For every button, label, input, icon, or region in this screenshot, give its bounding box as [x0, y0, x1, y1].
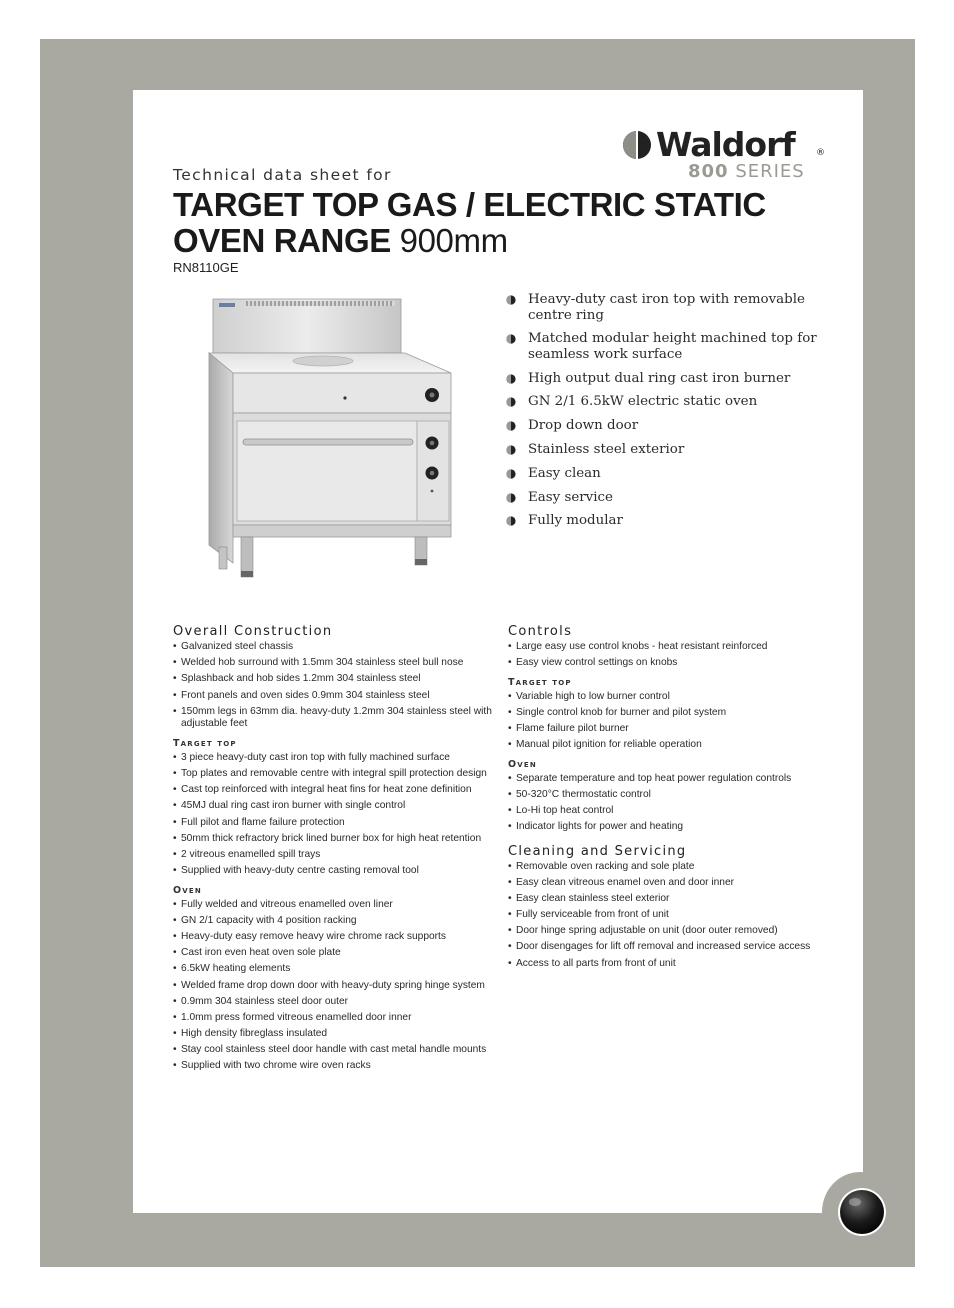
- spec-item: • Galvanized steel chassis: [173, 641, 503, 654]
- spec-item: • Stay cool stainless steel door handle with cast metal handle mounts: [173, 1044, 503, 1057]
- feature-bullet-icon: [506, 295, 516, 305]
- section-heading-overall-construction: Overall Construction: [173, 624, 333, 639]
- spec-item: • Variable high to low burner control: [508, 691, 838, 704]
- spec-item: • 0.9mm 304 stainless steel door outer: [173, 996, 503, 1009]
- waldorf-logo-mark-icon: [622, 130, 652, 160]
- logo-series: [688, 162, 805, 182]
- oven-range-product-image: [205, 295, 455, 585]
- spec-item: • Fully welded and vitreous enamelled oven liner: [173, 899, 503, 912]
- feature-bullet-icon: [506, 334, 516, 344]
- feature-text: Drop down door: [528, 418, 639, 434]
- logo-registered-mark: ®: [816, 148, 825, 158]
- spec-item: • Easy clean vitreous enamel oven and door inner: [508, 877, 838, 890]
- logo-series-number: 800: [688, 161, 729, 182]
- waldorf-logo: [622, 126, 832, 186]
- feature-bullet-icon: [506, 493, 516, 503]
- section-heading-controls: Controls: [508, 624, 573, 639]
- feature-text: High output dual ring cast iron burner: [528, 370, 791, 386]
- spec-item: • Large easy use control knobs - heat resistant reinforced: [508, 641, 838, 654]
- feature-bullet-icon: [506, 445, 516, 455]
- feature-text: Easy service: [528, 489, 613, 505]
- model-number: RN8110GE: [173, 260, 239, 275]
- feature-item: [506, 418, 826, 434]
- feature-list: [506, 292, 826, 537]
- feature-text: Matched modular height machined top for seamless work surface: [528, 331, 817, 362]
- spec-item: • Easy view control settings on knobs: [508, 657, 838, 670]
- feature-text: Fully modular: [528, 513, 623, 529]
- feature-item: [506, 371, 826, 387]
- spec-item: • Welded hob surround with 1.5mm 304 stainless steel bull nose: [173, 657, 503, 670]
- subheading-controls-target-top: Target top: [508, 676, 572, 688]
- overall-construction-section: [173, 624, 503, 1077]
- feature-bullet-icon: [506, 421, 516, 431]
- spec-item: • 50-320°C thermostatic control: [508, 789, 838, 802]
- spec-item: • Single control knob for burner and pilot system: [508, 707, 838, 720]
- spec-item: • Access to all parts from front of unit: [508, 958, 838, 971]
- spec-item: • 2 vitreous enamelled spill trays: [173, 849, 503, 862]
- feature-text: Stainless steel exterior: [528, 441, 685, 457]
- controls-section: [508, 624, 838, 974]
- page-title: [173, 187, 773, 259]
- feature-bullet-icon: [506, 374, 516, 384]
- controls-list: [508, 641, 838, 670]
- logo-series-word: SERIES: [735, 161, 805, 182]
- spec-item: • High density fibreglass insulated: [173, 1028, 503, 1041]
- feature-item: [506, 442, 826, 458]
- spec-item: • Splashback and hob sides 1.2mm 304 stainless steel: [173, 673, 503, 686]
- spec-item: • Top plates and removable centre with integral spill protection design: [173, 768, 503, 781]
- spec-item: • Separate temperature and top heat power regulation controls: [508, 773, 838, 786]
- feature-item: [506, 292, 826, 323]
- oven-list: [173, 899, 503, 1073]
- feature-bullet-icon: [506, 397, 516, 407]
- spec-item: • Full pilot and flame failure protection: [173, 817, 503, 830]
- spec-item: • 150mm legs in 63mm dia. heavy-duty 1.2mm 304 stainless steel with adjustable feet: [173, 706, 503, 731]
- title-main: TARGET TOP GAS / ELECTRIC STATIC OVEN RANGE: [173, 186, 766, 259]
- spec-item: • Flame failure pilot burner: [508, 723, 838, 736]
- target-top-list: [173, 752, 503, 878]
- spec-item: • Indicator lights for power and heating: [508, 821, 838, 834]
- spec-item: • 3 piece heavy-duty cast iron top with fully machined surface: [173, 752, 503, 765]
- spec-item: • Cast top reinforced with integral heat fins for heat zone definition: [173, 784, 503, 797]
- feature-item: [506, 394, 826, 410]
- feature-item: [506, 513, 826, 529]
- spec-item: • 50mm thick refractory brick lined burner box for high heat retention: [173, 833, 503, 846]
- subheading-controls-oven: Oven: [508, 758, 537, 770]
- spec-item: • GN 2/1 capacity with 4 position racking: [173, 915, 503, 928]
- spec-item: • Door hinge spring adjustable on unit (door outer removed): [508, 925, 838, 938]
- spec-item: • Removable oven racking and sole plate: [508, 861, 838, 874]
- feature-item: [506, 466, 826, 482]
- spec-item: • Manual pilot ignition for reliable operation: [508, 739, 838, 752]
- feature-item: [506, 331, 826, 362]
- spec-item: • Supplied with heavy-duty centre casting removal tool: [173, 865, 503, 878]
- subheading-target-top: Target top: [173, 737, 237, 749]
- spec-item: • 1.0mm press formed vitreous enamelled door inner: [173, 1012, 503, 1025]
- feature-text: GN 2/1 6.5kW electric static oven: [528, 394, 758, 410]
- spec-item: • Lo-Hi top heat control: [508, 805, 838, 818]
- overall-construction-list: [173, 641, 503, 731]
- spec-item: • Heavy-duty easy remove heavy wire chrome rack supports: [173, 931, 503, 944]
- controls-target-top-list: [508, 691, 838, 752]
- spec-item: • Door disengages for lift off removal and increased service access: [508, 941, 838, 954]
- section-heading-cleaning: Cleaning and Servicing: [508, 843, 687, 859]
- controls-oven-list: [508, 773, 838, 834]
- spec-item: • Cast iron even heat oven sole plate: [173, 947, 503, 960]
- feature-bullet-icon: [506, 516, 516, 526]
- feature-text: Easy clean: [528, 465, 601, 481]
- spec-item: • Easy clean stainless steel exterior: [508, 893, 838, 906]
- corner-ball-icon: [822, 1172, 898, 1252]
- feature-item: [506, 490, 826, 506]
- title-size: 900mm: [399, 222, 508, 259]
- subheading-oven: Oven: [173, 884, 202, 896]
- spec-item: • Front panels and oven sides 0.9mm 304 stainless steel: [173, 690, 503, 703]
- feature-text: Heavy-duty cast iron top with removable centre ring: [528, 292, 805, 323]
- spec-item: • 45MJ dual ring cast iron burner with single control: [173, 800, 503, 813]
- spec-item: • 6.5kW heating elements: [173, 963, 503, 976]
- spec-item: • Fully serviceable from front of unit: [508, 909, 838, 922]
- spec-item: • Supplied with two chrome wire oven racks: [173, 1060, 503, 1073]
- pre-title: Technical data sheet for: [173, 166, 392, 184]
- feature-bullet-icon: [506, 469, 516, 479]
- spec-item: • Welded frame drop down door with heavy-duty spring hinge system: [173, 980, 503, 993]
- cleaning-list: [508, 861, 838, 971]
- logo-brand-text: Waldorf: [656, 125, 795, 164]
